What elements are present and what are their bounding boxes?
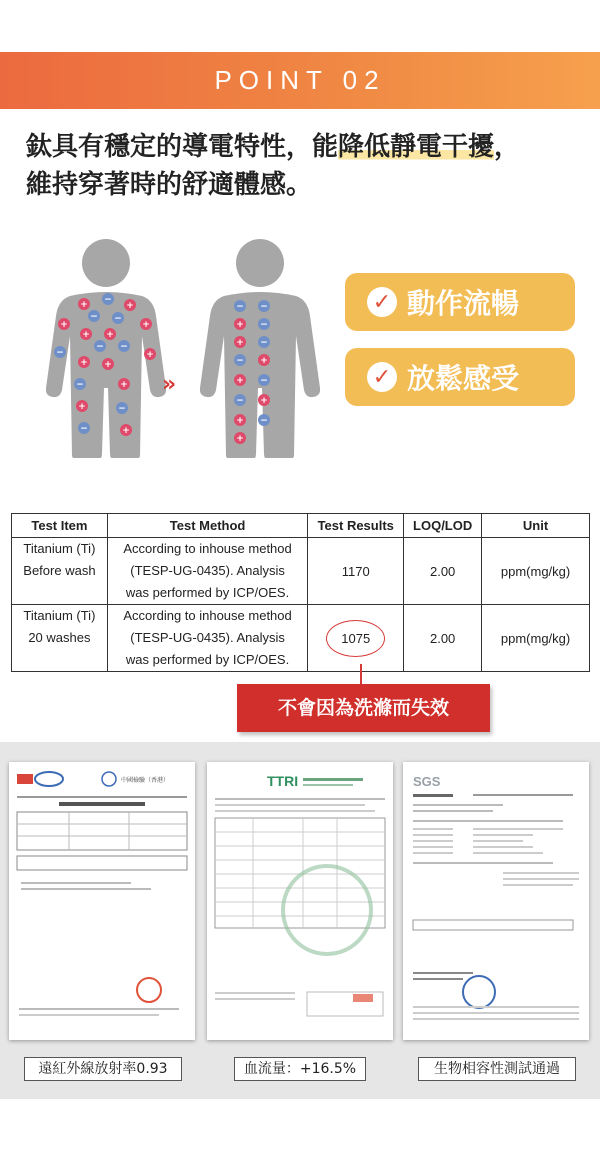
item-condition: Before wash bbox=[23, 563, 96, 578]
svg-text:+: + bbox=[236, 376, 244, 386]
svg-text:+: + bbox=[236, 434, 244, 444]
benefit-pill-smooth-motion bbox=[345, 273, 575, 331]
certificate-document-biocompatibility bbox=[403, 762, 589, 1040]
svg-text:+: + bbox=[78, 402, 86, 412]
table-row bbox=[12, 538, 590, 605]
method-line: According to inhouse method bbox=[123, 541, 292, 556]
svg-text:−: − bbox=[118, 404, 126, 414]
certificate-thumbnail bbox=[9, 762, 195, 1040]
person-figure-after bbox=[200, 238, 320, 458]
item-condition: 20 washes bbox=[28, 630, 91, 645]
headline-highlight: 降低靜電干擾 bbox=[338, 132, 495, 162]
svg-text:−: − bbox=[236, 356, 244, 366]
svg-text:+: + bbox=[82, 330, 90, 340]
certificate-label-biocompatibility: 生物相容性測試通過 bbox=[418, 1057, 576, 1081]
wash-durability-callout: 不會因為洗滌而失效 bbox=[237, 684, 490, 732]
cell-result: 1170 bbox=[308, 538, 404, 605]
cell-loq: 2.00 bbox=[404, 538, 482, 605]
svg-text:−: − bbox=[236, 396, 244, 406]
certificate-thumbnail bbox=[207, 762, 393, 1040]
svg-text:+: + bbox=[260, 396, 268, 406]
certificate-issuer: SGS bbox=[413, 774, 441, 789]
svg-text:−: − bbox=[104, 295, 112, 305]
svg-text:+: + bbox=[60, 320, 68, 330]
svg-text:−: − bbox=[260, 302, 268, 312]
item-name: Titanium (Ti) bbox=[23, 541, 96, 556]
method-line: According to inhouse method bbox=[123, 608, 292, 623]
svg-text:−: − bbox=[114, 314, 122, 324]
headline-text: 鈦具有穩定的導電特性，能 bbox=[26, 132, 339, 162]
benefit-pill-relaxation bbox=[345, 348, 575, 406]
header-test-results: Test Results bbox=[308, 514, 404, 538]
header-unit: Unit bbox=[482, 514, 590, 538]
svg-text:+: + bbox=[236, 338, 244, 348]
certificate-issuer: 中國檢驗（香港） bbox=[121, 777, 170, 784]
svg-text:+: + bbox=[80, 358, 88, 368]
benefit-label: 動作流暢 bbox=[407, 287, 520, 320]
cell-test-item bbox=[12, 605, 108, 672]
svg-text:−: − bbox=[260, 416, 268, 426]
svg-text:+: + bbox=[142, 320, 150, 330]
cell-loq: 2.00 bbox=[404, 605, 482, 672]
method-line: was performed by ICP/OES. bbox=[125, 652, 290, 667]
header-loq-lod: LOQ/LOD bbox=[404, 514, 482, 538]
svg-text:−: − bbox=[56, 348, 64, 358]
svg-text:−: − bbox=[260, 338, 268, 348]
headline-line-2: 維持穿著時的舒適體感。 bbox=[26, 170, 313, 200]
svg-text:+: + bbox=[236, 416, 244, 426]
svg-text:+: + bbox=[126, 301, 134, 311]
svg-text:+: + bbox=[146, 350, 154, 360]
double-chevron-right-icon: » bbox=[162, 372, 174, 397]
svg-text:+: + bbox=[236, 320, 244, 330]
check-circle-icon: ✓ bbox=[367, 287, 397, 317]
certificate-document-blood-flow bbox=[207, 762, 393, 1040]
header-test-method: Test Method bbox=[107, 514, 307, 538]
item-name: Titanium (Ti) bbox=[23, 608, 96, 623]
table-row bbox=[12, 605, 590, 672]
certificate-label-far-infrared: 遠紅外線放射率0.93 bbox=[24, 1057, 182, 1081]
check-circle-icon: ✓ bbox=[367, 362, 397, 392]
svg-text:−: − bbox=[76, 380, 84, 390]
benefit-label: 放鬆感受 bbox=[407, 362, 520, 395]
svg-text:−: − bbox=[120, 342, 128, 352]
svg-text:−: − bbox=[236, 302, 244, 312]
cell-test-method bbox=[107, 538, 307, 605]
svg-text:−: − bbox=[260, 376, 268, 386]
method-line: was performed by ICP/OES. bbox=[125, 585, 290, 600]
svg-text:+: + bbox=[260, 356, 268, 366]
svg-text:−: − bbox=[260, 320, 268, 330]
certificate-label-blood-flow: 血流量：+16.5% bbox=[234, 1057, 366, 1081]
certificate-document-far-infrared bbox=[9, 762, 195, 1040]
point-banner: POINT 02 bbox=[0, 52, 600, 109]
svg-text:+: + bbox=[122, 426, 130, 436]
svg-text:−: − bbox=[96, 342, 104, 352]
headline-text-end: ， bbox=[494, 132, 521, 162]
test-results-table bbox=[11, 513, 590, 672]
result-highlight-circle: 1075 bbox=[326, 620, 385, 657]
cell-test-method bbox=[107, 605, 307, 672]
svg-text:−: − bbox=[80, 424, 88, 434]
certificate-issuer: TTRI bbox=[267, 773, 299, 789]
certificate-thumbnail bbox=[403, 762, 589, 1040]
headline bbox=[26, 128, 586, 204]
svg-text:+: + bbox=[106, 330, 114, 340]
svg-text:−: − bbox=[90, 312, 98, 322]
method-line: (TESP-UG-0435). Analysis bbox=[130, 630, 285, 645]
method-line: (TESP-UG-0435). Analysis bbox=[130, 563, 285, 578]
callout-pointer bbox=[360, 664, 362, 684]
svg-text:+: + bbox=[104, 360, 112, 370]
person-figure-before bbox=[46, 238, 166, 458]
header-test-item: Test Item bbox=[12, 514, 108, 538]
cell-unit: ppm(mg/kg) bbox=[482, 538, 590, 605]
cell-test-item bbox=[12, 538, 108, 605]
svg-text:+: + bbox=[80, 300, 88, 310]
table-header-row bbox=[12, 514, 590, 538]
cell-result bbox=[308, 605, 404, 672]
cell-unit: ppm(mg/kg) bbox=[482, 605, 590, 672]
svg-text:+: + bbox=[120, 380, 128, 390]
